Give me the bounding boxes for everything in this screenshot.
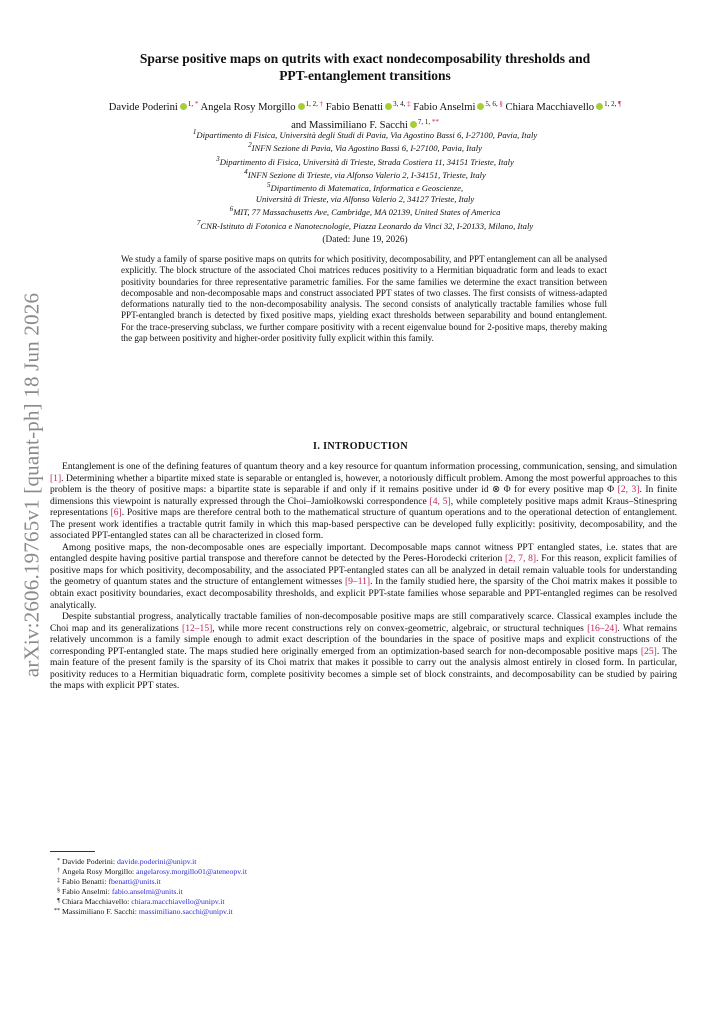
paragraph: Despite substantial progress, analytically tractable families of non-decomposable positive maps are still comparatively scarce. Classical examples include the Choi map and its generalizations [12–15], while more recent constructions rely on convex-geometric, algebraic, or structural techniques [16–24]. What remains relatively uncommon is a family simple enough to admit exact description of the boundaries in the space of positive maps and explicit constructions of the corresponding PPT-entangled state. The maps studied here originally emerged from an optimization-based search for non-decomposable positive maps [25]. The main feature of the present family is the sparsity of its Choi matrix that makes it possible to carry out the analysis almost entirely in closed form. In particular, positivity reduces to a Hermitian biquadratic form, complete positivity becomes a simple set of block constraints, and decomposability can be studied by pairing the maps with explicit PPT states. [50, 611, 677, 692]
orcid-icon[interactable] [180, 103, 187, 110]
date-line: (Dated: June 19, 2026) [322, 235, 408, 245]
affiliation: $^2$INFN Sezione di Pavia, Via Agostino Bassi 6, I-27100, Pavia, Italy [248, 141, 482, 154]
citation-link[interactable]: [16–24] [587, 622, 618, 634]
email-link[interactable]: fabio.anselmi@units.it [111, 886, 183, 896]
affiliation: $^4$INFN Sezione di Trieste, via Alfonso Valerio 2, I-34151, Trieste, Italy [244, 168, 486, 180]
citation-link[interactable]: [9–11] [344, 576, 371, 588]
affiliation: $^1$Dipartimento di Fisica, Università degli Studi di Pavia, Via Agostino Bassi 6, I-27100, Pavia, Italy [192, 128, 538, 140]
author-list: Davide Poderini $^{1, *}$ Angela Rosy Morgillo $^{1, 2, \dagger}$ Fabio Benatti $^{3, 4, \ddagger}$ Fabio Anselmi $^{5, 6, \S}$ Chiara Macchiavello $^{1, 2, \P}$ and Massimiliano F. Sacchi $^{7, 1, **}$ [108, 100, 622, 131]
orcid-icon[interactable] [596, 103, 603, 110]
paper-title: Sparse positive maps on qutrits with exact nondecomposability thresholds and PPT-entanglement transitions [139, 51, 591, 83]
footnote: ¶ Chiara Macchiavello: chiara.macchiavello@unipv.it [57, 896, 225, 906]
author-name: Fabio Anselmi [413, 102, 476, 113]
affiliation: $^7$CNR-Istituto di Fotonica e Nanotecnologie, Piazza Leonardo da Vinci 32, I-20133, Milano, Italy [196, 218, 534, 231]
citation-link[interactable]: [2, 7, 8] [505, 553, 537, 565]
footnote: ‡ Fabio Benatti: fbenatti@units.it [57, 876, 161, 886]
author-name: Chiara Macchiavello [505, 102, 595, 113]
footnote-rule [50, 851, 95, 852]
paragraph: Among positive maps, the non-decomposable ones are especially important. Decomposable maps cannot witness PPT entangled states, i.e. states that are entangled despite having positive partial transpose and therefore cannot be detected by the Peres-Horodecki criterion [2, 7, 8]. For this reason, explicit families of positive maps for which positivity, decomposability, and the associated PPT-entangled states can all be analyzed in detail remain valuable tools for understanding the geometry of quantum states and the structure of entanglement witnesses [9–11]. In the family studied here, the sparsity of the Choi matrix makes it possible to obtain exact positivity boundaries, exact decomposability thresholds, and explicit PPT-state families whose separable and PPT-entangled regimes can be resolved analytically. [50, 541, 677, 611]
citation-link[interactable]: [4, 5] [429, 495, 451, 507]
citation-link[interactable]: [6] [110, 507, 122, 519]
affiliation: $^6$MIT, 77 Massachusetts Ave, Cambridge, MA 02139, United States of America [229, 205, 501, 218]
email-link[interactable]: chiara.macchiavello@unipv.it [131, 896, 225, 906]
footnote: * Davide Poderini: davide.poderini@unipv.it [57, 857, 197, 866]
affiliation: $^5$Dipartimento di Matematica, Informatica e Geoscienze, [266, 181, 464, 194]
orcid-icon[interactable] [385, 103, 392, 110]
orcid-icon[interactable] [477, 103, 484, 110]
email-link[interactable]: fbenatti@units.it [108, 876, 161, 886]
footnotes [50, 857, 650, 916]
affiliation: $^3$Dipartimento di Fisica, Università di Trieste, Strada Costiera 11, 34151 Trieste, Italy [216, 154, 514, 167]
email-link[interactable]: angelarosy.morgillo01@ateneopv.it [136, 866, 247, 876]
section-heading: I. INTRODUCTION [313, 441, 408, 452]
abstract: We study a family of sparse positive maps on qutrits for which positivity, decomposability, and PPT entanglement can all be analysed explicitly. The block structure of the associated Choi matrices reduces positivity to a Hermitian biquadratic form and leads to exact positivity boundaries for three representative parametric families. For the same families we determine the exact transition between decomposable and non-decomposable maps and construct associated PPT states of two classes. The first consists of witness-adapted deformations naturally tied to the non-decomposability analysis. The second consists of analytically tractable families whose full PPT-entangled branch is detected by fixed positive maps, yielding exact thresholds between separability and bound entanglement. For the trace-preserving subclass, we further compare positivity with a recent eigenvalue bound for 2-positive maps, thereby making the gap between positivity and higher-order positivity fully explicit within this family. [121, 254, 607, 344]
citation-link[interactable]: [1] [50, 472, 62, 484]
affiliation: Università di Trieste, via Alfonso Valerio 2, 34127 Trieste, Italy [255, 193, 475, 204]
arxiv-identifier: arXiv:2606.19765v1 [quant-ph] 18 Jun 2026 [19, 292, 44, 678]
body-text [50, 461, 677, 692]
footnote: † Angela Rosy Morgillo: angelarosy.morgillo01@ateneopv.it [57, 866, 247, 876]
paragraph: Entanglement is one of the defining features of quantum theory and a key resource for quantum information processing, communication, sensing, and simulation [1]. Determining whether a bipartite mixed state is separable or entangled is, however, a notoriously difficult problem. Among the most powerful approaches to this problem is the theory of positive maps: a bipartite state is separable if and only if it remains positive under id ⊗ Φ for every positive map Φ [2, 3]. In finite dimensions this viewpoint is naturally expressed through the Choi–Jamiołkowski correspondence [4, 5], while completely positive maps admit Kraus–Stinespring representations [6]. Positive maps are therefore central both to the mathematical structure of quantum operations and to the operational detection of entanglement. The present work identifies a tractable qutrit family in which this map-based perspective can be developed fully explicitly: positivity, decomposability, and the associated PPT-entangled states can all be characterized in closed form. [50, 461, 677, 542]
footnote: § Fabio Anselmi: fabio.anselmi@units.it [57, 886, 183, 896]
author-name: Fabio Benatti [325, 102, 384, 113]
author-name: Massimiliano F. Sacchi [309, 120, 408, 131]
citation-link[interactable]: [2, 3] [617, 484, 640, 496]
email-link[interactable]: davide.poderini@unipv.it [117, 857, 197, 866]
footnote: ** Massimiliano F. Sacchi: massimiliano.sacchi@unipv.it [54, 906, 233, 916]
author-name: Davide Poderini [108, 102, 178, 113]
orcid-icon[interactable] [298, 103, 305, 110]
author-name: Angela Rosy Morgillo [200, 102, 296, 113]
citation-link[interactable]: [12–15] [182, 622, 213, 634]
affiliations [90, 127, 640, 231]
email-link[interactable]: massimiliano.sacchi@unipv.it [138, 906, 233, 916]
citation-link[interactable]: [25] [640, 645, 657, 657]
arxiv-watermark [8, 290, 56, 680]
